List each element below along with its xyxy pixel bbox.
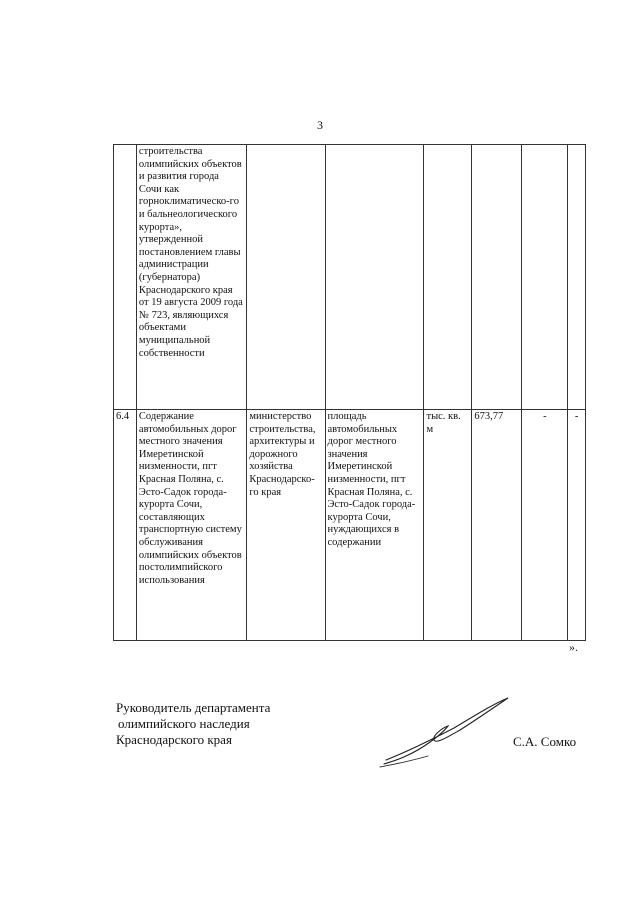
page-number: 3 — [317, 118, 323, 132]
cell-col7 — [522, 145, 568, 410]
cell-indicator: площадь автомобильных дорог местного значения Имеретинской низменности, пгт Красная Поляна, с. Эсто-Садок города-курорта Сочи, нуждающихся в содержании — [325, 410, 424, 641]
cell-number: 6.4 — [114, 410, 137, 641]
cell-value — [472, 145, 522, 410]
cell-title: Содержание автомобильных дорог местного значения Имеретинской низменности, пгт Красная Поляна, с. Эсто-Садок города-курорта Сочи, составляющих транспортную систему обслуживания олимпийских объектов постолимпийского использования — [136, 410, 246, 641]
cell-agency: министерство строительства, архитектуры и дорожного хозяйства Краснодарско-го края — [247, 410, 325, 641]
cell-agency — [247, 145, 325, 410]
signatory-name: С.А. Сомко — [513, 734, 577, 749]
cell-number — [114, 145, 137, 410]
program-table — [113, 144, 586, 641]
cell-value: 673,77 — [472, 410, 522, 641]
cell-title: строительства олимпийских объектов и развития города Сочи как горноклиматическо-го и бальнеологического курорта», утвержденной постановлением главы администрации (губернатора) Краснодарского края от 19 августа 2009 года № 723, являющихся объектами муниципальной собственности — [136, 145, 246, 410]
closing-quote: ». — [569, 640, 578, 654]
cell-col8 — [568, 145, 586, 410]
position-line: Краснодарского края — [116, 732, 232, 747]
handwritten-signature — [376, 690, 516, 770]
cell-col7: - — [522, 410, 568, 641]
cell-col8: - — [568, 410, 586, 641]
table-row — [114, 410, 586, 641]
position-line: олимпийского наследия — [118, 716, 250, 731]
cell-indicator — [325, 145, 424, 410]
position-line: Руководитель департамента — [116, 700, 271, 715]
signature-position-block — [116, 700, 270, 748]
cell-unit: тыс. кв. м — [424, 410, 472, 641]
cell-unit — [424, 145, 472, 410]
table-row — [114, 145, 586, 410]
